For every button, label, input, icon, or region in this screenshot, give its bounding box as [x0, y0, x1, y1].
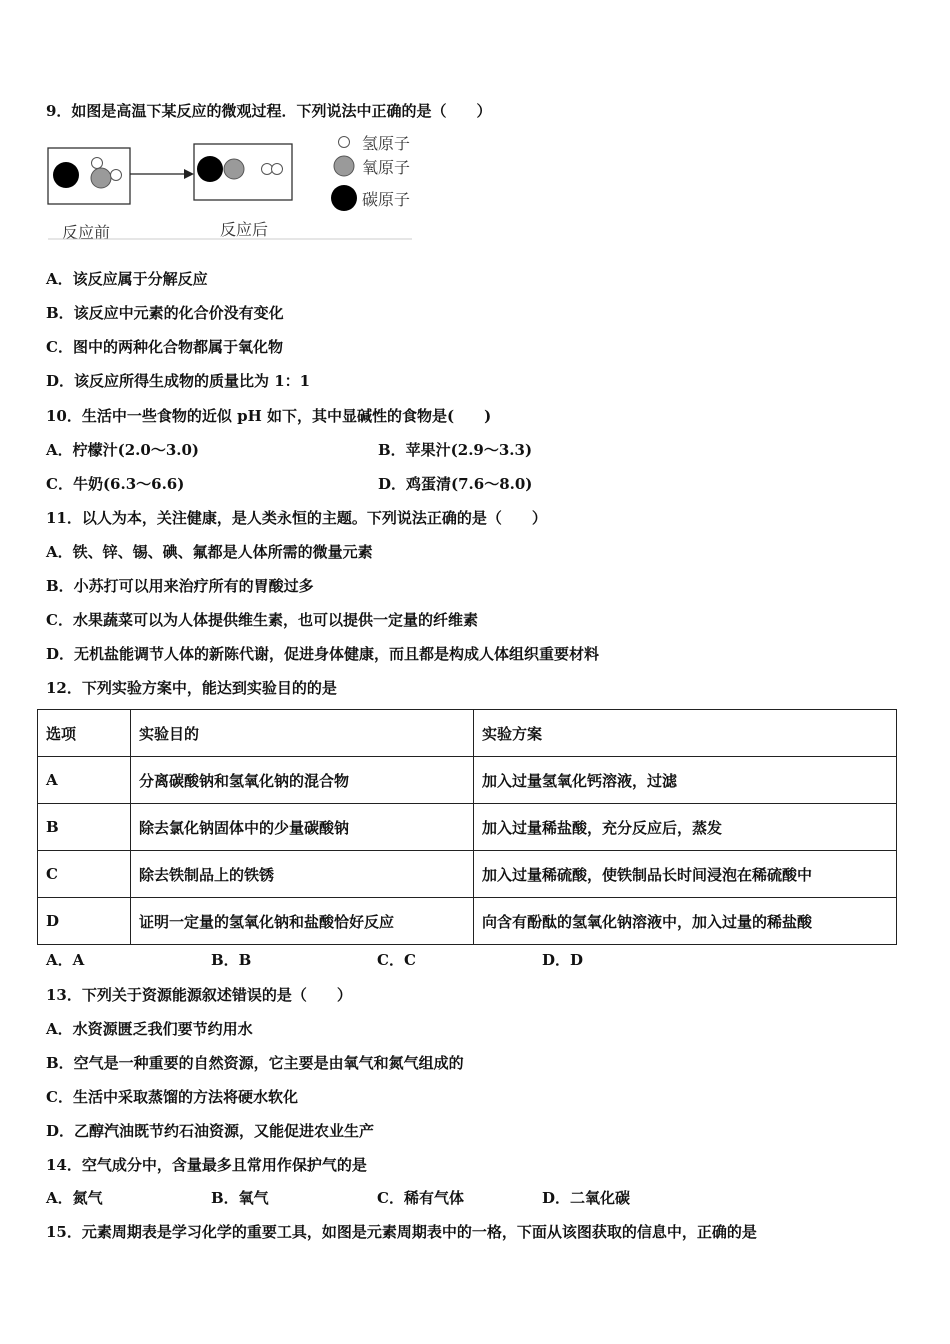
q11-option-d[interactable]: D．无机盐能调节人体的新陈代谢，促进身体健康，而且都是构成人体组织重要材料 — [46, 645, 600, 663]
legend-carbon-label: 碳原子 — [362, 190, 411, 209]
carbon-atom — [53, 162, 79, 188]
cell-option: D — [38, 898, 131, 945]
reaction-diagram — [44, 132, 416, 244]
cell-scheme: 加入过量稀盐酸，充分反应后，蒸发 — [474, 804, 897, 851]
oxygen-atom — [91, 168, 111, 188]
q13-option-d[interactable]: D．乙醇汽油既节约石油资源，又能促进农业生产 — [46, 1122, 375, 1140]
header-scheme: 实验方案 — [474, 710, 897, 757]
hydrogen-atom — [272, 164, 283, 175]
q12-option-c[interactable]: C．C — [377, 951, 416, 969]
cell-scheme: 向含有酚酞的氢氧化钠溶液中，加入过量的稀盐酸 — [474, 898, 897, 945]
q12-option-d[interactable]: D．D — [542, 951, 584, 969]
cell-scheme: 加入过量氢氧化钙溶液，过滤 — [474, 757, 897, 804]
q10-option-b[interactable]: B．苹果汁(2.9～3.3) — [378, 441, 533, 459]
q12-stem: 12．下列实验方案中，能达到实验目的的是 — [46, 679, 337, 697]
hydrogen-atom — [92, 158, 103, 169]
oxygen-atom — [224, 159, 244, 179]
q13-option-c[interactable]: C．生活中采取蒸馏的方法将硬水软化 — [46, 1088, 298, 1106]
table-row — [38, 898, 897, 945]
header-option: 选项 — [38, 710, 131, 757]
header-purpose: 实验目的 — [131, 710, 474, 757]
legend-oxygen-label: 氧原子 — [362, 158, 411, 177]
q12-option-a[interactable]: A．A — [46, 951, 85, 969]
carbon-atom — [197, 156, 223, 182]
q11-stem: 11．以人为本，关注健康，是人类永恒的主题。下列说法正确的是（ ） — [46, 509, 547, 527]
legend-hydrogen-icon — [339, 137, 350, 148]
legend-oxygen-icon — [334, 156, 354, 176]
q9-option-b[interactable]: B．该反应中元素的化合价没有变化 — [46, 304, 284, 322]
q9-option-c[interactable]: C．图中的两种化合物都属于氧化物 — [46, 338, 283, 356]
q13-option-a[interactable]: A．水资源匮乏我们要节约用水 — [46, 1020, 253, 1038]
cell-purpose: 证明一定量的氢氧化钠和盐酸恰好反应 — [131, 898, 474, 945]
experiment-table — [37, 709, 897, 945]
q13-stem: 13．下列关于资源能源叙述错误的是（ ） — [46, 986, 352, 1004]
before-label: 反应前 — [62, 223, 111, 242]
cell-purpose: 除去氯化钠固体中的少量碳酸钠 — [131, 804, 474, 851]
hydrogen-atom — [111, 170, 122, 181]
cell-purpose: 分离碳酸钠和氢氧化钠的混合物 — [131, 757, 474, 804]
q10-option-d[interactable]: D．鸡蛋清(7.6～8.0) — [378, 475, 533, 493]
table-row — [38, 757, 897, 804]
q11-option-a[interactable]: A．铁、锌、锡、碘、氟都是人体所需的微量元素 — [46, 543, 373, 561]
after-label: 反应后 — [220, 220, 269, 239]
q15-stem: 15．元素周期表是学习化学的重要工具，如图是元素周期表中的一格，下面从该图获取的信息中，正确的是 — [46, 1223, 757, 1241]
q10-option-c[interactable]: C．牛奶(6.3～6.6) — [46, 475, 185, 493]
table-row — [38, 804, 897, 851]
cell-option: B — [38, 804, 131, 851]
q12-option-b[interactable]: B．B — [211, 951, 252, 969]
hydrogen-atom — [262, 164, 273, 175]
arrow-head — [184, 169, 194, 179]
q9-stem: 9．如图是高温下某反应的微观过程．下列说法中正确的是（ ） — [46, 102, 492, 120]
q14-option-a[interactable]: A．氮气 — [46, 1189, 103, 1207]
legend-carbon-icon — [331, 185, 357, 211]
legend-hydrogen-label: 氢原子 — [362, 134, 411, 153]
q10-option-a[interactable]: A．柠檬汁(2.0～3.0) — [46, 441, 200, 459]
table-row — [38, 851, 897, 898]
table-header-row — [38, 710, 897, 757]
q13-option-b[interactable]: B．空气是一种重要的自然资源，它主要是由氧气和氮气组成的 — [46, 1054, 464, 1072]
q14-option-b[interactable]: B．氧气 — [211, 1189, 269, 1207]
q14-stem: 14．空气成分中，含量最多且常用作保护气的是 — [46, 1156, 367, 1174]
q10-stem: 10．生活中一些食物的近似 pH 如下，其中显碱性的食物是( ) — [46, 407, 492, 425]
q9-option-d[interactable]: D．该反应所得生成物的质量比为 1：1 — [46, 372, 311, 390]
cell-purpose: 除去铁制品上的铁锈 — [131, 851, 474, 898]
cell-option: A — [38, 757, 131, 804]
q14-option-c[interactable]: C．稀有气体 — [377, 1189, 464, 1207]
cell-option: C — [38, 851, 131, 898]
cell-scheme: 加入过量稀硫酸，使铁制品长时间浸泡在稀硫酸中 — [474, 851, 897, 898]
q11-option-c[interactable]: C．水果蔬菜可以为人体提供维生素，也可以提供一定量的纤维素 — [46, 611, 478, 629]
q14-option-d[interactable]: D．二氧化碳 — [542, 1189, 631, 1207]
q11-option-b[interactable]: B．小苏打可以用来治疗所有的胃酸过多 — [46, 577, 314, 595]
q9-option-a[interactable]: A．该反应属于分解反应 — [46, 270, 208, 288]
